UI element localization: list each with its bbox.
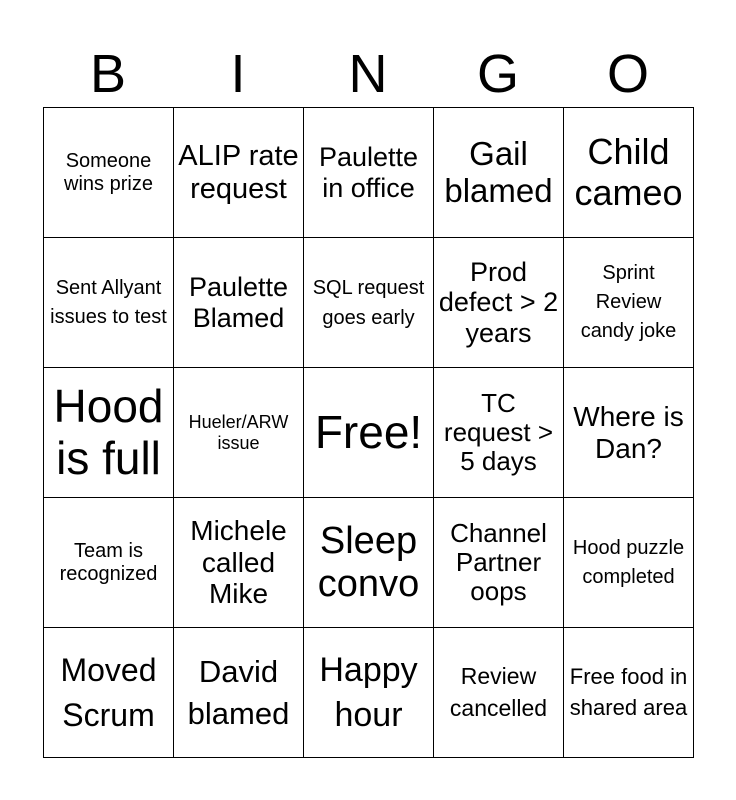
board-row-1 [44, 108, 694, 238]
bingo-cell: Sent Allyant issues to test [44, 238, 174, 368]
bingo-cell: Moved Scrum [44, 628, 174, 758]
bingo-cell: Paulette in office [304, 108, 434, 238]
bingo-cell: Free food in shared area [564, 628, 694, 758]
bingo-cell: Happy hour [304, 628, 434, 758]
bingo-cell: Sprint Review candy joke [564, 238, 694, 368]
header-letter-n: N [348, 44, 388, 104]
header-letter-g: G [476, 44, 519, 104]
bingo-cell: Channel Partner oops [434, 498, 564, 628]
bingo-cell: Michele called Mike [174, 498, 304, 628]
bingo-cell: Free! [304, 368, 434, 498]
bingo-cell: TC request > 5 days [434, 368, 564, 498]
header-letter-o: O [606, 44, 649, 104]
header-letter-b: B [89, 44, 127, 104]
bingo-cell: Hueler/ARW issue [174, 368, 304, 498]
bingo-board [43, 107, 694, 758]
bingo-cell: Hood puzzle completed [564, 498, 694, 628]
bingo-cell: ALIP rate request [174, 108, 304, 238]
bingo-cell: Gail blamed [434, 108, 564, 238]
bingo-cell: Prod defect > 2 years [434, 238, 564, 368]
board-row-3 [44, 368, 694, 498]
bingo-cell: Paulette Blamed [174, 238, 304, 368]
bingo-cell: SQL request goes early [304, 238, 434, 368]
bingo-cell: Someone wins prize [44, 108, 174, 238]
bingo-cell: Hood is full [44, 368, 174, 498]
header-letter-i: I [230, 44, 246, 104]
bingo-cell: Sleep convo [304, 498, 434, 628]
bingo-cell: Team is recognized [44, 498, 174, 628]
bingo-cell: David blamed [174, 628, 304, 758]
bingo-header [43, 40, 693, 108]
board-row-4 [44, 498, 694, 628]
bingo-cell: Child cameo [564, 108, 694, 238]
board-row-5 [44, 628, 694, 758]
bingo-cell: Review cancelled [434, 628, 564, 758]
board-row-2 [44, 238, 694, 368]
bingo-cell: Where is Dan? [564, 368, 694, 498]
